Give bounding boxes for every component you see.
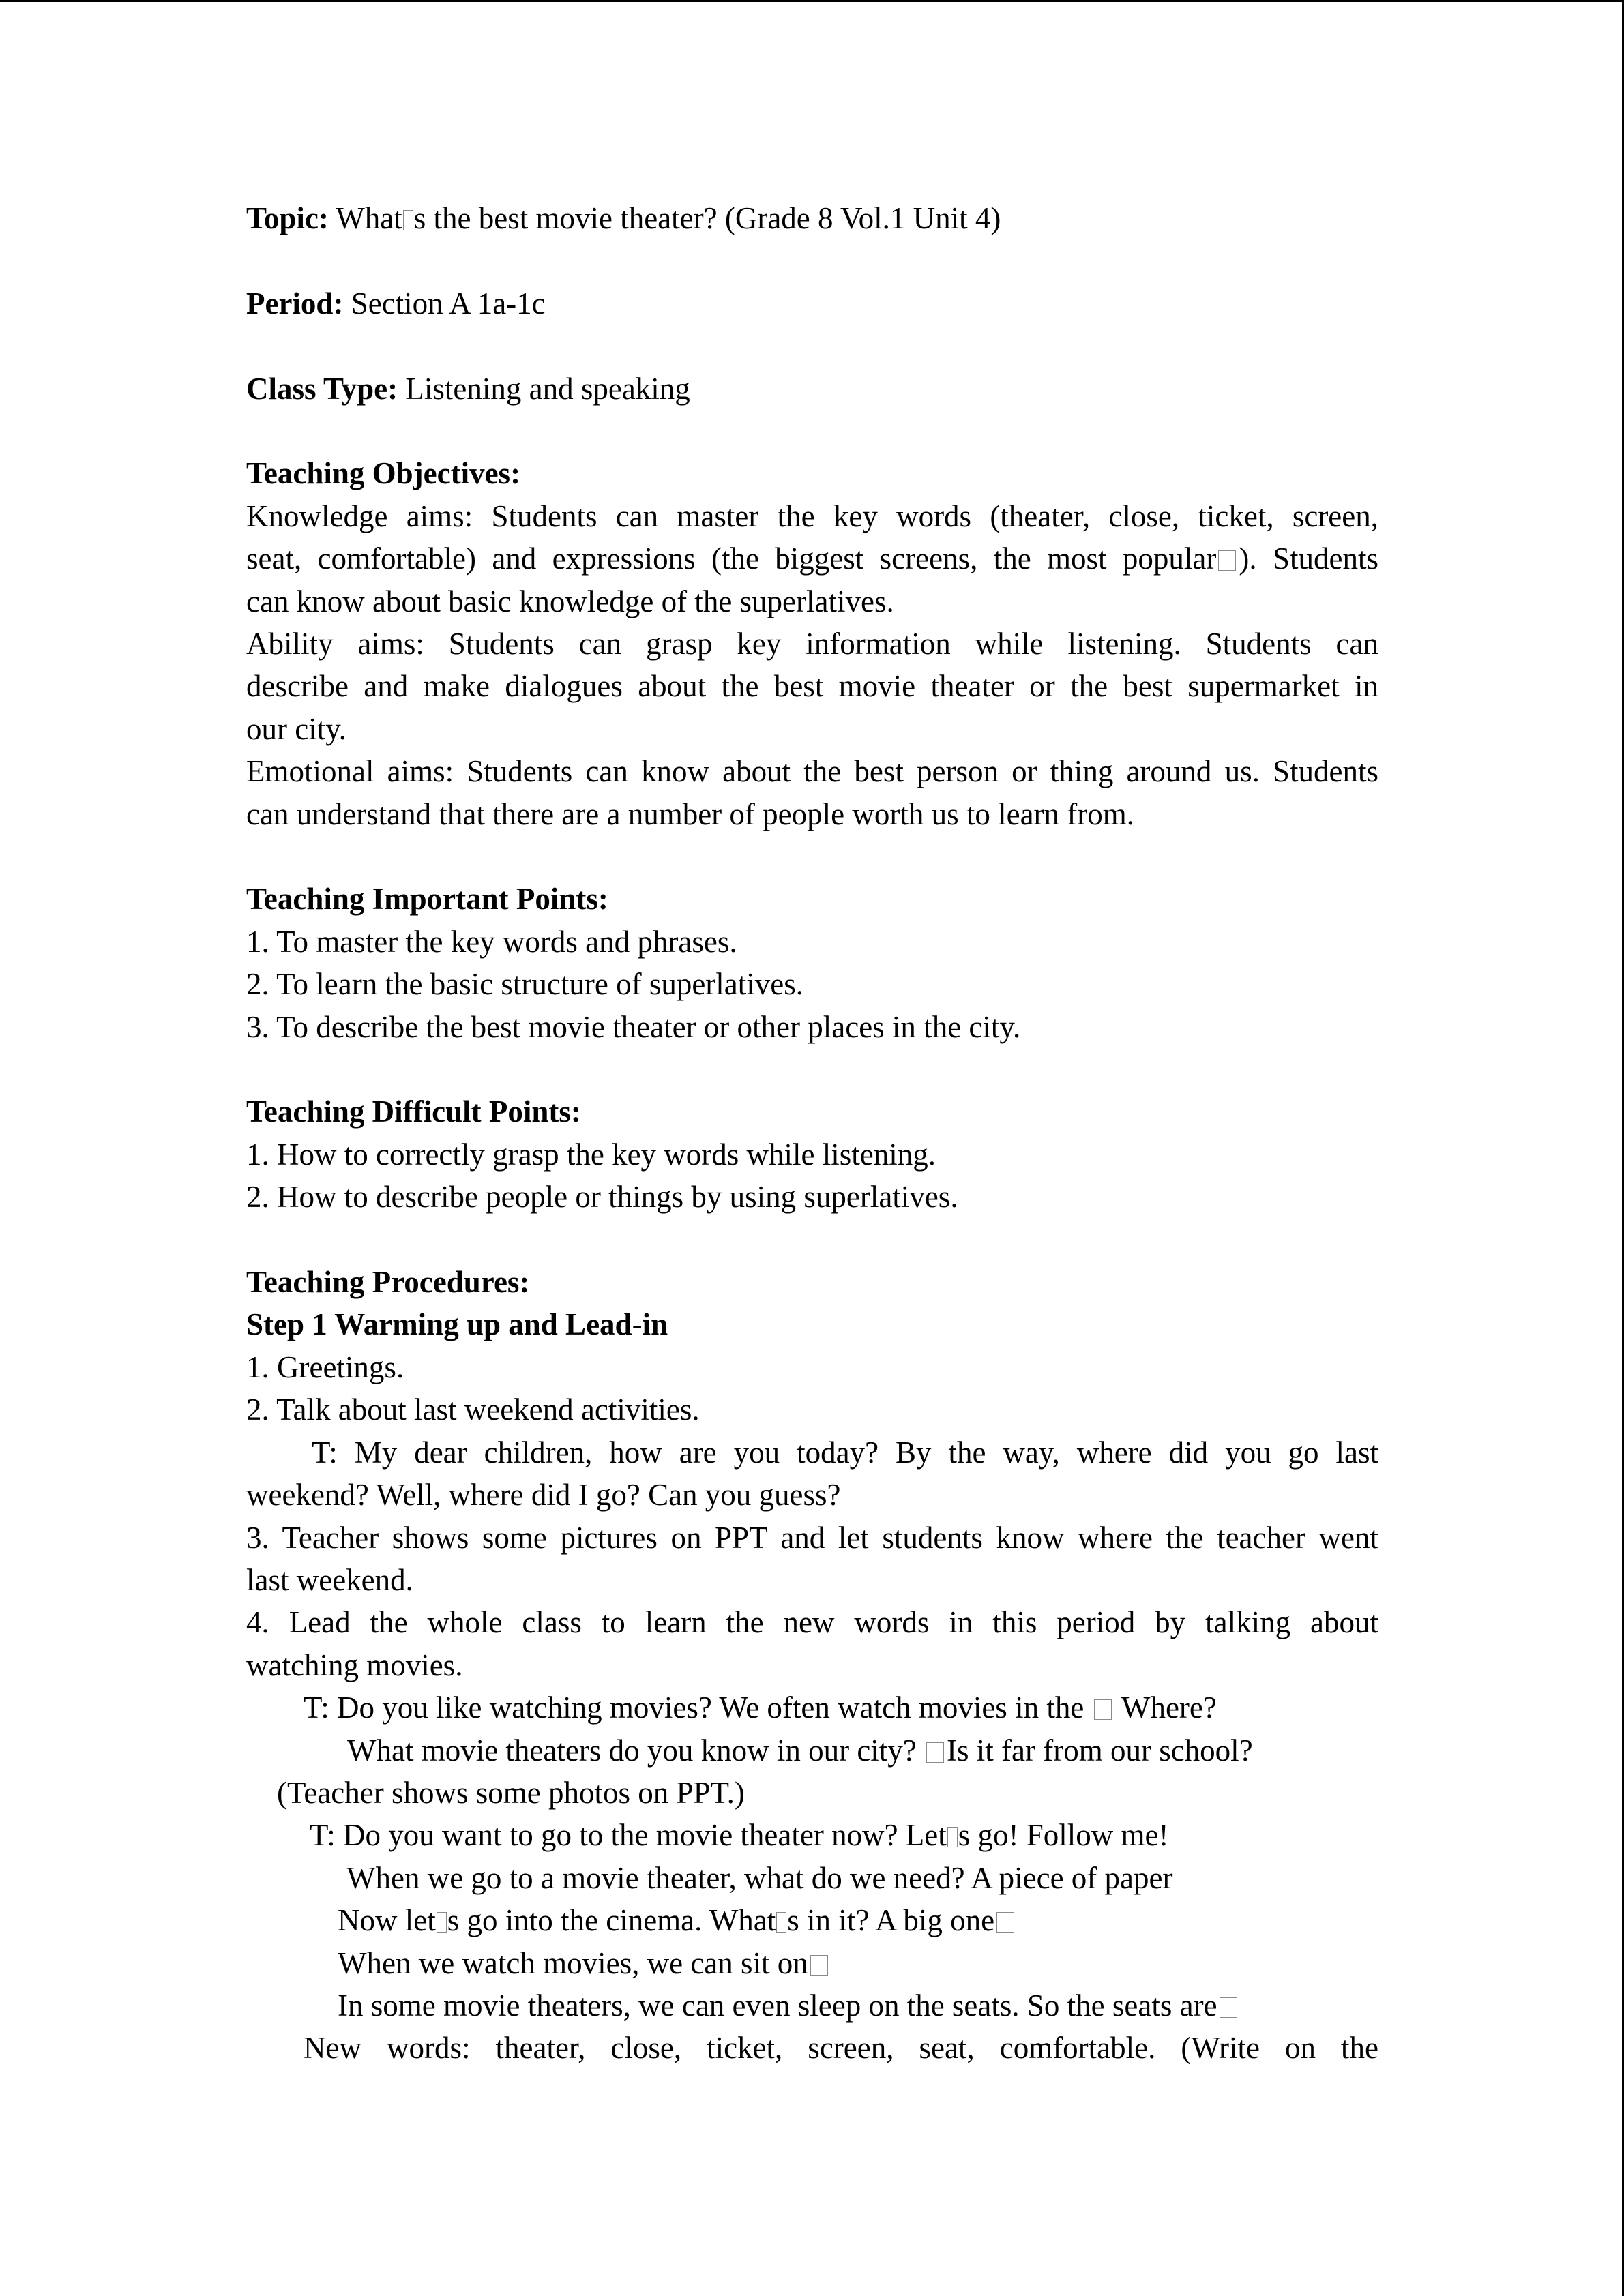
missing-glyph-icon	[1220, 1997, 1237, 2018]
knowledge-aims-text-end: ). Students	[1239, 541, 1378, 576]
list-item: 1. How to correctly grasp the key words while listening.	[246, 1137, 936, 1172]
ability-aims-line-1: Ability aims: Students can grasp key information while listening. Students can	[246, 627, 1378, 661]
dialogue-line	[246, 1814, 1378, 1856]
dialogue-text: What movie theaters do you know in our city?	[347, 1733, 925, 1768]
list-item: 2. Talk about last weekend activities.	[246, 1392, 700, 1427]
dialogue-text: When we watch movies, we can sit on	[338, 1945, 808, 1980]
teacher-dialogue-line-1: T: My dear children, how are you today? By the way, where did you go last	[312, 1435, 1378, 1470]
knowledge-aims-text: seat, comfortable) and expressions (the biggest screens, the most popular	[246, 541, 1217, 576]
missing-glyph-icon	[1218, 550, 1236, 571]
topic-line	[246, 197, 1378, 239]
step-1-heading: Step 1 Warming up and Lead-in	[246, 1307, 668, 1342]
dialogue-line	[246, 1984, 1378, 2027]
missing-glyph-icon	[810, 1955, 828, 1976]
list-item: 1. To master the key words and phrases.	[246, 924, 737, 959]
dialogue-text: T: Do you like watching movies? We often watch movies in the	[304, 1690, 1092, 1725]
procedure-item-4-line-2: watching movies.	[246, 1648, 463, 1682]
ability-aims-line-2: describe and make dialogues about the best movie theater or the best supermarket in	[246, 669, 1378, 704]
dialogue-text: s go! Follow me!	[958, 1818, 1169, 1853]
missing-glyph-icon	[947, 1827, 958, 1847]
dialogue-line	[246, 1899, 1378, 1941]
list-item: 1. Greetings.	[246, 1350, 404, 1384]
dialogue-text: s in it? A big one	[787, 1903, 995, 1938]
topic-label: Topic:	[246, 201, 329, 235]
important-points-heading: Teaching Important Points:	[246, 882, 608, 916]
class-type-label: Class Type:	[246, 371, 398, 406]
teacher-dialogue-line-2: weekend? Well, where did I go? Can you guess?	[246, 1478, 841, 1512]
dialogue-text: Now let	[338, 1903, 436, 1938]
new-words-line: New words: theater, close, ticket, screen, seat, comfortable. (Write on the	[304, 2031, 1378, 2066]
class-type-value: Listening and speaking	[398, 371, 690, 406]
missing-glyph-icon	[403, 210, 413, 230]
emotional-aims-line-1: Emotional aims: Students can know about the best person or thing around us. Students	[246, 754, 1378, 789]
knowledge-aims-line-2	[246, 537, 1378, 580]
knowledge-aims-line-1: Knowledge aims: Students can master the key words (theater, close, ticket, screen,	[246, 498, 1378, 533]
missing-glyph-icon	[776, 1912, 786, 1933]
class-type-line	[246, 368, 1378, 410]
difficult-points-heading: Teaching Difficult Points:	[246, 1094, 581, 1129]
dialogue-text: T: Do you want to go to the movie theater now? Let	[310, 1818, 947, 1853]
period-value: Section A 1a-1c	[343, 286, 546, 320]
topic-value: What	[328, 201, 402, 235]
knowledge-aims-line-3: can know about basic knowledge of the superlatives.	[246, 584, 894, 618]
dialogue-text: s go into the cinema. What	[447, 1903, 776, 1938]
dialogue-text: When we go to a movie theater, what do we need? A piece of paper	[346, 1860, 1173, 1895]
dialogue-line	[246, 1686, 1378, 1729]
dialogue-line	[246, 1857, 1378, 1899]
dialogue-text: Is it far from our school?	[947, 1733, 1253, 1768]
topic-value-rest: s the best movie theater? (Grade 8 Vol.1 Unit 4)	[413, 201, 1001, 235]
ability-aims-line-3: our city.	[246, 711, 347, 746]
procedures-heading: Teaching Procedures:	[246, 1265, 530, 1300]
list-item: 2. To learn the basic structure of superlatives.	[246, 967, 804, 1002]
period-label: Period:	[246, 286, 344, 320]
dialogue-text: Where?	[1114, 1690, 1217, 1725]
list-item: 2. How to describe people or things by using superlatives.	[246, 1180, 958, 1214]
lesson-plan-page	[246, 197, 1378, 2070]
dialogue-line	[246, 1729, 1378, 1772]
missing-glyph-icon	[996, 1912, 1014, 1933]
list-item: 3. To describe the best movie theater or other places in the city.	[246, 1009, 1021, 1044]
dialogue-text: In some movie theaters, we can even sleep on the seats. So the seats are	[338, 1988, 1217, 2023]
missing-glyph-icon	[1094, 1699, 1112, 1720]
procedure-item-3-line-1: 3. Teacher shows some pictures on PPT and let students know where the teacher went	[246, 1520, 1378, 1555]
dialogue-line: (Teacher shows some photos on PPT.)	[277, 1775, 745, 1810]
period-line	[246, 282, 1378, 325]
missing-glyph-icon	[437, 1912, 447, 1933]
dialogue-line	[246, 1942, 1378, 1984]
missing-glyph-icon	[926, 1742, 944, 1763]
procedure-item-4-line-1: 4. Lead the whole class to learn the new words in this period by talking about	[246, 1605, 1378, 1640]
objectives-heading: Teaching Objectives:	[246, 456, 521, 491]
missing-glyph-icon	[1175, 1870, 1192, 1890]
procedure-item-3-line-2: last weekend.	[246, 1562, 413, 1597]
emotional-aims-line-2: can understand that there are a number of people worth us to learn from.	[246, 796, 1135, 831]
